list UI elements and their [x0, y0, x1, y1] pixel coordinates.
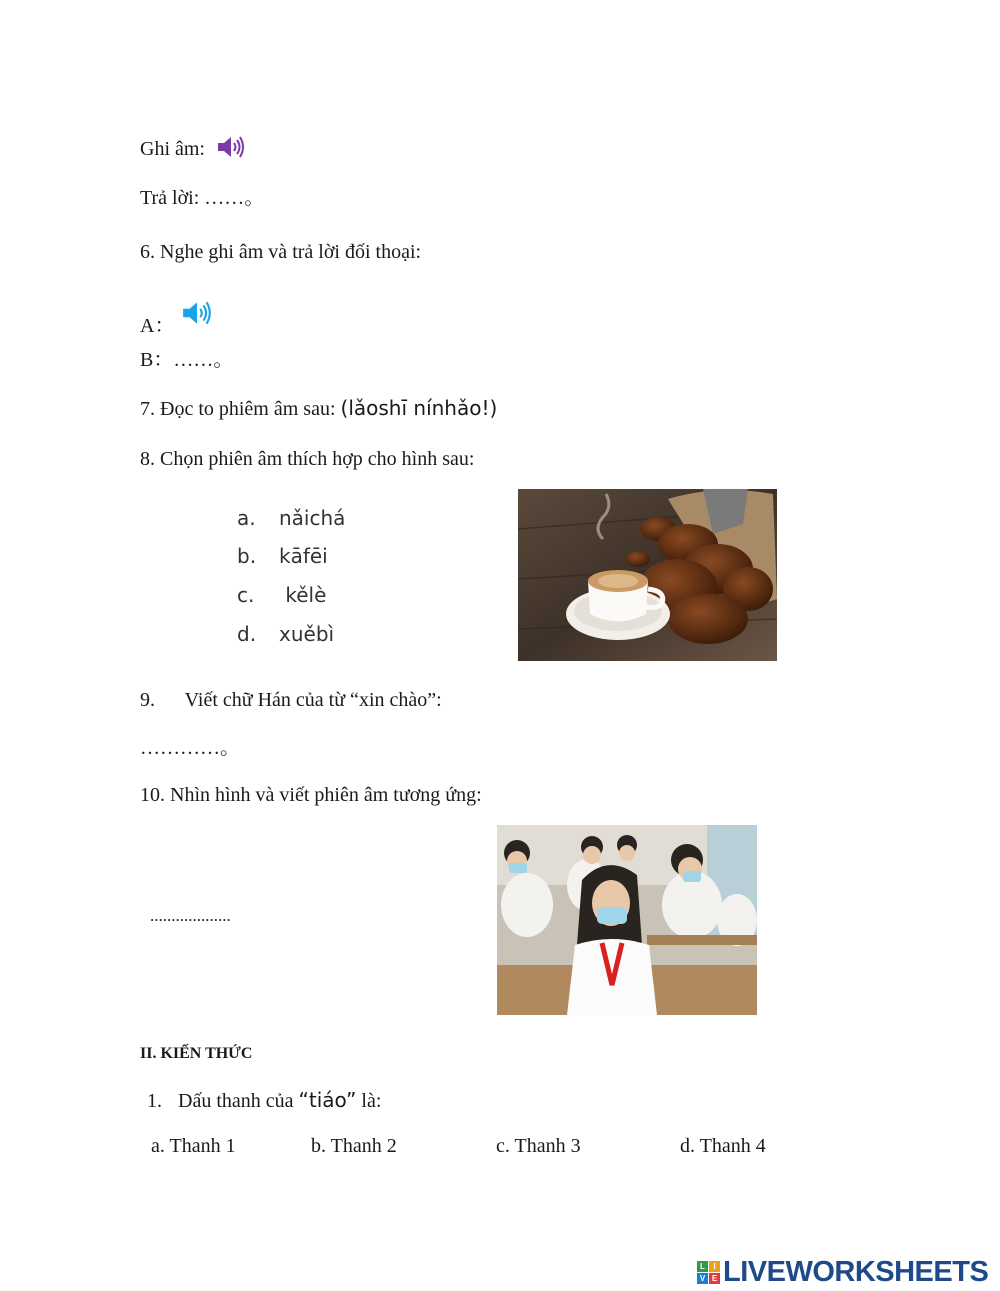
dialogue-a-row [140, 300, 213, 336]
recording-row [140, 135, 246, 163]
knowledge-option-d[interactable]: d. Thanh 4 [680, 1135, 766, 1157]
question-7-pinyin: (lǎoshī nínhǎo!) [340, 396, 498, 420]
question-9 [140, 690, 442, 710]
knowledge-option-c[interactable]: c. Thanh 3 [496, 1135, 581, 1157]
knowledge-question-1-pinyin: “tiáo” [298, 1088, 357, 1112]
dialogue-b-answer[interactable]: B：……。 [140, 349, 234, 371]
logo-text: LIVEWORKSHEETS [723, 1256, 989, 1288]
question-7 [140, 398, 497, 419]
section-2-heading: II. KIẾN THỨC [140, 1045, 253, 1062]
knowledge-question-1-prefix: Dấu thanh của [178, 1090, 299, 1112]
question-10-title: 10. Nhìn hình và viết phiên âm tương ứng: [140, 784, 482, 806]
knowledge-option-a[interactable]: a. Thanh 1 [151, 1135, 236, 1157]
option-a[interactable]: a. nǎichá [237, 506, 346, 530]
knowledge-question-1-suffix: là: [356, 1090, 382, 1112]
knowledge-question-1 [147, 1090, 381, 1111]
speaker-icon[interactable] [216, 135, 246, 163]
question-9-answer[interactable]: …………。 [140, 737, 240, 759]
option-c[interactable]: c. kělè [237, 583, 327, 607]
dialogue-a-label: A： [140, 315, 175, 337]
option-d[interactable]: d. xuěbì [237, 622, 335, 646]
classroom-image [497, 825, 757, 1015]
coffee-image [518, 489, 777, 661]
option-b[interactable]: b. kāfēi [237, 544, 328, 568]
recording-label: Ghi âm: [140, 138, 205, 160]
question-6-title: 6. Nghe ghi âm và trả lời đối thoại: [140, 241, 422, 263]
knowledge-option-b[interactable]: b. Thanh 2 [311, 1135, 397, 1157]
question-8-title: 8. Chọn phiên âm thích hợp cho hình sau: [140, 448, 475, 470]
liveworksheets-logo[interactable] [697, 1256, 988, 1289]
knowledge-question-1-number: 1. [147, 1090, 162, 1112]
question-7-prefix: 7. Đọc to phiêm âm sau: [140, 398, 341, 420]
question-9-title: Viết chữ Hán của từ “xin chào”: [184, 689, 442, 711]
question-10-answer[interactable]: ................... [150, 906, 231, 925]
speaker-icon[interactable] [181, 300, 213, 330]
answer-line[interactable]: Trả lời: ……。 [140, 187, 265, 209]
logo-mark-icon: L I V E [697, 1261, 720, 1284]
question-9-number: 9. [140, 689, 155, 711]
